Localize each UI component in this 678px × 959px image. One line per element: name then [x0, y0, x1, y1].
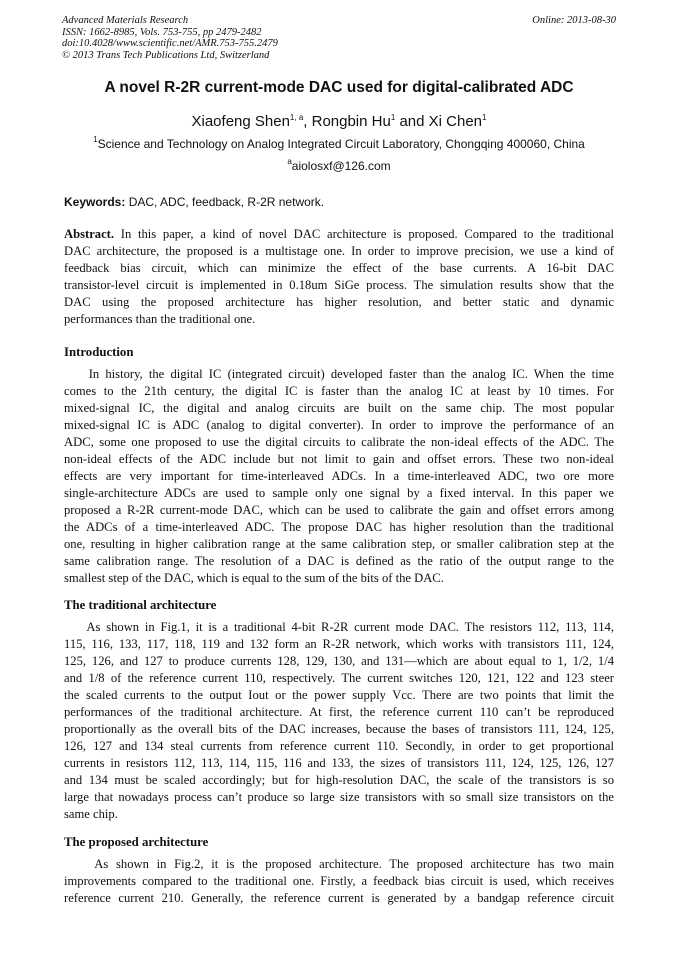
- keywords-text: DAC, ADC, feedback, R-2R network.: [128, 195, 325, 209]
- body-line: the scaled currents to the output Iout or the power supply Vcc. There are two points that limit the: [64, 688, 614, 702]
- abstract-line: performances than the traditional one.: [64, 312, 256, 326]
- body-line: In history, the digital IC (integrated circuit) developed faster than the analog IC. When the time: [64, 367, 614, 381]
- author-name: Xiaofeng Shen: [191, 113, 290, 130]
- section-body: [64, 856, 614, 907]
- author-sup: 1, a: [289, 113, 304, 122]
- online-date: Online: 2013-08-30: [532, 15, 616, 26]
- section-heading: The proposed architecture: [64, 835, 209, 849]
- journal-header: [62, 15, 278, 61]
- paper-title: A novel R-2R current-mode DAC used for digital-calibrated ADC: [104, 79, 574, 96]
- section-heading: The traditional architecture: [64, 598, 217, 612]
- affiliation-text: Science and Technology on Analog Integrated Circuit Laboratory, Chongqing 400060, China: [97, 137, 585, 151]
- author-name: Rongbin Hu: [311, 113, 391, 130]
- abstract-line: DAC using the proposed architecture has higher resolution, and better static and dynamic: [64, 295, 614, 309]
- body-line: As shown in Fig.2, it is the proposed architecture. The proposed architecture has two main: [64, 857, 614, 871]
- body-line: effects are very important for time-interleaved ADCs. In a time-interleaved ADC, two ore more: [64, 469, 614, 483]
- body-line: one, resulting in higher calibration range at the same calibration step, or smaller calibration step at the: [64, 537, 614, 551]
- body-line: improvements compared to the traditional one. Firstly, a feedback bias circuit is used, which receives: [64, 874, 614, 888]
- body-line: mixed-signal IC is ADC (analog to digital converter). In order to improve the performance of an: [64, 418, 614, 432]
- body-line: reference current 210. Generally, the reference current is generated by a bandgap reference circuit: [64, 891, 614, 905]
- body-line: and 134 must be scaled accordingly; but for high-resolution DAC, the scale of the transistors is so: [64, 773, 614, 787]
- body-line: As shown in Fig.1, it is a traditional 4-bit R-2R current mode DAC. The resistors 112, 113, 114,: [64, 620, 614, 634]
- body-line: large that nowadays process can’t produce so large size transistors with so small size transistors on the: [64, 790, 614, 804]
- affiliation: [0, 137, 678, 151]
- abstract-first-text: In this paper, a kind of novel DAC architecture is proposed. Compared to the traditional: [114, 227, 614, 241]
- body-line: smallest step of the DAC, which is equal to the sum of the bits of the DAC.: [64, 571, 444, 585]
- email-sup: a: [287, 157, 292, 166]
- keywords: [64, 195, 324, 209]
- author-sep: and: [395, 113, 429, 130]
- issn-line: ISSN: 1662-8985, Vols. 753-755, pp 2479-2482: [62, 26, 262, 38]
- section-body: [64, 619, 614, 823]
- author-list: [0, 113, 678, 130]
- body-line: currents in resistors 112, 113, 114, 115, 116 and 133, the sizes of transistors 111, 124, 125, 126, 127: [64, 756, 614, 770]
- section-body: [64, 366, 614, 587]
- body-line: comes to the 21th century, the digital IC is faster than the analog IC at least by 10 times. For: [64, 384, 614, 398]
- section-heading: Introduction: [64, 345, 134, 359]
- body-line: proportionally as the overall bits of the DAC increases, because the bases of transistors 111, 124, 125,: [64, 722, 614, 736]
- affiliation-sup: 1: [93, 135, 98, 144]
- email: [0, 159, 678, 173]
- journal-name: Advanced Materials Research: [62, 15, 189, 26]
- abstract-line: DAC architecture, the proposed is a multistage one. In order to improve precision, we use a kind of: [64, 244, 614, 258]
- abstract-line: [64, 226, 614, 243]
- author-name: Xi Chen: [428, 113, 483, 130]
- body-line: single-architecture ADCs are used to sample only one signal by a fixed interval. In this paper we: [64, 486, 614, 500]
- doi-line: doi:10.4028/www.scientific.net/AMR.753-755.2479: [62, 38, 278, 50]
- body-line: same chip.: [64, 807, 118, 821]
- body-line: performances of the traditional architecture. At first, the reference current 110 can’t be reproduced: [64, 705, 614, 719]
- email-text: aiolosxf@126.com: [291, 159, 391, 173]
- copyright-line: © 2013 Trans Tech Publications Ltd, Switzerland: [62, 49, 270, 61]
- body-line: mixed-signal IC, the digital and analog circuits are built on the same chip. The most popular: [64, 401, 614, 415]
- body-line: same calibration range. The resolution of a DAC is defined as the ratio of the output range to the: [64, 554, 614, 568]
- author-sup: 1: [390, 113, 396, 122]
- body-line: 126, 127 and 134 steal currents from reference current 110. Secondly, in order to get proportional: [64, 739, 614, 753]
- body-line: the ADCs of a time-interleaved ADC. The propose DAC has higher resolution than the traditional: [64, 520, 614, 534]
- author-sup: 1: [482, 113, 487, 122]
- body-line: non-ideal effects of the ADC include but not limit to gain and offset errors. These two non-ideal: [64, 452, 614, 466]
- abstract-label: Abstract.: [64, 227, 115, 241]
- keywords-label: Keywords:: [64, 195, 126, 209]
- abstract-line: transistor-level circuit is implemented in 0.18um SiGe process. The simulation results show that the: [64, 278, 614, 292]
- body-line: 115, 116, 133, 117, 118, 119 and 132 form an R-2R network, which works with transistors 111, 124,: [64, 637, 614, 651]
- body-line: and 1/8 of the reference current 110, respectively. The current switches 120, 121, 122 and 123 steer: [64, 671, 614, 685]
- abstract-line: feedback bias circuit, which can minimize the effect of the base currents. A 16-bit DAC: [64, 261, 614, 275]
- body-line: proposed a R-2R current-mode DAC, which can be used to calibrate the gain and offset errors among: [64, 503, 614, 517]
- author-sep: ,: [303, 113, 312, 130]
- body-line: 125, 126, and 127 to produce currents 128, 129, 130, and 131—which are about equal to 1, 1/2, 1/4: [64, 654, 614, 668]
- body-line: ADC, some one proposed to use the digital circuits to calibrate the non-ideal effects of the ADC. The: [64, 435, 614, 449]
- abstract: [64, 226, 614, 328]
